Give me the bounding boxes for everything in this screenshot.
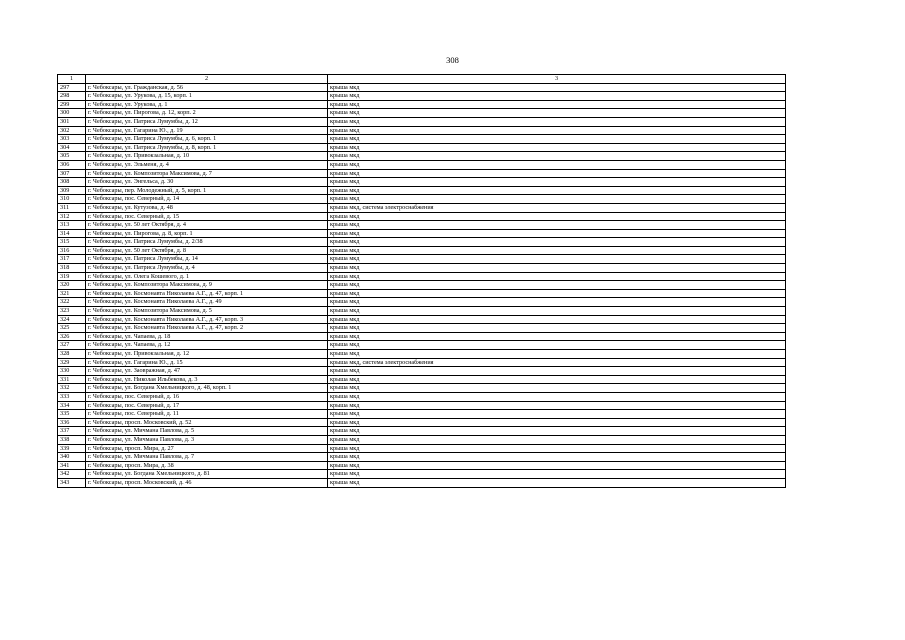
table-row — [58, 315, 786, 324]
table-row — [58, 246, 786, 255]
row-address: г. Чебоксары, ул. Космонавта Николаева А.Г., д. 47, корп. 2 — [86, 324, 328, 333]
row-address: г. Чебоксары, ул. Эльменя, д. 4 — [86, 160, 328, 169]
table-row — [58, 100, 786, 109]
table-row — [58, 152, 786, 161]
row-number: 316 — [58, 246, 86, 255]
row-address: г. Чебоксары, ул. Чапаева, д. 12 — [86, 341, 328, 350]
row-address: г. Чебоксары, ул. Гражданская, д. 56 — [86, 83, 328, 92]
table-row — [58, 341, 786, 350]
row-object: крыша мкд — [328, 289, 786, 298]
row-address: г. Чебоксары, ул. Олега Кошевого, д. 1 — [86, 272, 328, 281]
header-col-3: 3 — [328, 75, 786, 84]
row-object: крыша мкд — [328, 135, 786, 144]
row-object: крыша мкд — [328, 435, 786, 444]
row-object: крыша мкд — [328, 384, 786, 393]
row-address: г. Чебоксары, ул. Богдана Хмельницкого, д. 81 — [86, 470, 328, 479]
table-row — [58, 461, 786, 470]
table-row — [58, 169, 786, 178]
row-object: крыша мкд — [328, 195, 786, 204]
row-number: 343 — [58, 478, 86, 487]
row-address: г. Чебоксары, ул. Мичмана Павлова, д. 7 — [86, 453, 328, 462]
row-number: 326 — [58, 332, 86, 341]
row-object: крыша мкд — [328, 392, 786, 401]
row-object: крыша мкд — [328, 109, 786, 118]
table-row — [58, 186, 786, 195]
row-object: крыша мкд — [328, 341, 786, 350]
row-object: крыша мкд — [328, 264, 786, 273]
row-object: крыша мкд — [328, 169, 786, 178]
row-address: г. Чебоксары, ул. Заовражная, д. 47 — [86, 367, 328, 376]
row-number: 299 — [58, 100, 86, 109]
table-row — [58, 401, 786, 410]
row-address: г. Чебоксары, ул. Патриса Лумумбы, д. 6, корп. 1 — [86, 135, 328, 144]
table-row — [58, 358, 786, 367]
table-row — [58, 203, 786, 212]
row-address: г. Чебоксары, ул. Космонавта Николаева А.Г., д. 47, корп. 1 — [86, 289, 328, 298]
row-number: 338 — [58, 435, 86, 444]
table-row — [58, 392, 786, 401]
row-number: 301 — [58, 117, 86, 126]
table-row — [58, 453, 786, 462]
row-number: 322 — [58, 298, 86, 307]
table-row — [58, 109, 786, 118]
row-address: г. Чебоксары, ул. 50 лет Октября, д. 8 — [86, 246, 328, 255]
row-address: г. Чебоксары, просп. Московский, д. 46 — [86, 478, 328, 487]
row-number: 300 — [58, 109, 86, 118]
table-row — [58, 307, 786, 316]
row-address: г. Чебоксары, ул. Патриса Лумумбы, д. 4 — [86, 264, 328, 273]
table-row — [58, 135, 786, 144]
row-object: крыша мкд — [328, 418, 786, 427]
row-number: 337 — [58, 427, 86, 436]
row-number: 306 — [58, 160, 86, 169]
row-number: 342 — [58, 470, 86, 479]
row-number: 320 — [58, 281, 86, 290]
row-number: 341 — [58, 461, 86, 470]
row-address: г. Чебоксары, пос. Северный, д. 17 — [86, 401, 328, 410]
row-address: г. Чебоксары, пер. Молодежный, д. 5, корп. 1 — [86, 186, 328, 195]
row-object: крыша мкд — [328, 229, 786, 238]
row-address: г. Чебоксары, ул. Композитора Максимова, д. 5 — [86, 307, 328, 316]
row-number: 308 — [58, 178, 86, 187]
row-number: 311 — [58, 203, 86, 212]
row-object: крыша мкд — [328, 152, 786, 161]
row-address: г. Чебоксары, ул. Урукова, д. 1 — [86, 100, 328, 109]
row-number: 328 — [58, 350, 86, 359]
row-address: г. Чебоксары, ул. 50 лет Октября, д. 4 — [86, 221, 328, 230]
row-address: г. Чебоксары, ул. Урукова, д. 15, корп. 1 — [86, 92, 328, 101]
table-row — [58, 324, 786, 333]
table-row — [58, 332, 786, 341]
header-col-1: 1 — [58, 75, 86, 84]
row-object: крыша мкд — [328, 212, 786, 221]
row-number: 321 — [58, 289, 86, 298]
table-row — [58, 117, 786, 126]
row-address: г. Чебоксары, пос. Северный, д. 15 — [86, 212, 328, 221]
row-address: г. Чебоксары, ул. Пирогова, д. 8, корп. 1 — [86, 229, 328, 238]
table-row — [58, 255, 786, 264]
row-object: крыша мкд — [328, 178, 786, 187]
table-row — [58, 238, 786, 247]
table-row — [58, 143, 786, 152]
row-number: 298 — [58, 92, 86, 101]
row-number: 303 — [58, 135, 86, 144]
row-address: г. Чебоксары, ул. Привокзальная, д. 12 — [86, 350, 328, 359]
row-object: крыша мкд — [328, 367, 786, 376]
table-row — [58, 367, 786, 376]
row-object: крыша мкд — [328, 92, 786, 101]
table-row — [58, 478, 786, 487]
row-object: крыша мкд — [328, 444, 786, 453]
row-address: г. Чебоксары, ул. Космонавта Николаева А.Г., д. 49 — [86, 298, 328, 307]
table-row — [58, 126, 786, 135]
row-number: 317 — [58, 255, 86, 264]
row-number: 309 — [58, 186, 86, 195]
row-number: 336 — [58, 418, 86, 427]
row-object: крыша мкд — [328, 143, 786, 152]
table-row — [58, 350, 786, 359]
row-number: 329 — [58, 358, 86, 367]
row-address: г. Чебоксары, ул. Гагарина Ю., д. 19 — [86, 126, 328, 135]
table-row — [58, 435, 786, 444]
row-address: г. Чебоксары, ул. Мичмана Павлова, д. 5 — [86, 427, 328, 436]
row-number: 325 — [58, 324, 86, 333]
row-number: 297 — [58, 83, 86, 92]
row-object: крыша мкд — [328, 246, 786, 255]
row-number: 315 — [58, 238, 86, 247]
table-row — [58, 289, 786, 298]
row-object: крыша мкд — [328, 281, 786, 290]
row-address: г. Чебоксары, ул. Энгельса, д. 30 — [86, 178, 328, 187]
row-address: г. Чебоксары, просп. Мира, д. 27 — [86, 444, 328, 453]
row-object: крыша мкд — [328, 83, 786, 92]
table-header-row — [58, 75, 786, 84]
table-row — [58, 418, 786, 427]
row-object: крыша мкд — [328, 332, 786, 341]
row-object: крыша мкд — [328, 375, 786, 384]
table-row — [58, 92, 786, 101]
row-object: крыша мкд — [328, 100, 786, 109]
row-address: г. Чебоксары, ул. Патриса Лумумбы, д. 12 — [86, 117, 328, 126]
table-row — [58, 272, 786, 281]
row-object: крыша мкд, система электроснабжения — [328, 358, 786, 367]
table-row — [58, 444, 786, 453]
row-object: крыша мкд, система электроснабжения — [328, 203, 786, 212]
table-row — [58, 298, 786, 307]
row-object: крыша мкд — [328, 401, 786, 410]
row-number: 314 — [58, 229, 86, 238]
row-object: крыша мкд — [328, 117, 786, 126]
table-body — [58, 83, 786, 487]
table-row — [58, 221, 786, 230]
row-number: 339 — [58, 444, 86, 453]
row-number: 330 — [58, 367, 86, 376]
row-object: крыша мкд — [328, 272, 786, 281]
row-number: 305 — [58, 152, 86, 161]
row-address: г. Чебоксары, ул. Космонавта Николаева А.Г., д. 47, корп. 3 — [86, 315, 328, 324]
row-number: 312 — [58, 212, 86, 221]
table-row — [58, 195, 786, 204]
row-number: 304 — [58, 143, 86, 152]
row-address: г. Чебоксары, пос. Северный, д. 14 — [86, 195, 328, 204]
row-address: г. Чебоксары, просп. Московский, д. 52 — [86, 418, 328, 427]
row-number: 313 — [58, 221, 86, 230]
table-row — [58, 83, 786, 92]
row-object: крыша мкд — [328, 186, 786, 195]
page-number: 308 — [446, 55, 459, 65]
row-address: г. Чебоксары, пос. Северный, д. 11 — [86, 410, 328, 419]
row-address: г. Чебоксары, ул. Гагарина Ю., д. 15 — [86, 358, 328, 367]
row-object: крыша мкд — [328, 221, 786, 230]
row-object: крыша мкд — [328, 238, 786, 247]
row-address: г. Чебоксары, ул. Привокзальная, д. 10 — [86, 152, 328, 161]
table-row — [58, 212, 786, 221]
row-object: крыша мкд — [328, 478, 786, 487]
table-row — [58, 375, 786, 384]
row-address: г. Чебоксары, ул. Патриса Лумумбы, д. 14 — [86, 255, 328, 264]
row-address: г. Чебоксары, ул. Чапаева, д. 18 — [86, 332, 328, 341]
row-number: 340 — [58, 453, 86, 462]
row-address: г. Чебоксары, просп. Мира, д. 38 — [86, 461, 328, 470]
table-row — [58, 427, 786, 436]
row-address: г. Чебоксары, ул. Композитора Максимова, д. 9 — [86, 281, 328, 290]
header-col-2: 2 — [86, 75, 328, 84]
row-object: крыша мкд — [328, 307, 786, 316]
row-address: г. Чебоксары, ул. Мичмана Павлова, д. 3 — [86, 435, 328, 444]
row-number: 333 — [58, 392, 86, 401]
row-number: 332 — [58, 384, 86, 393]
row-object: крыша мкд — [328, 160, 786, 169]
row-object: крыша мкд — [328, 126, 786, 135]
row-number: 334 — [58, 401, 86, 410]
row-number: 302 — [58, 126, 86, 135]
row-object: крыша мкд — [328, 453, 786, 462]
row-address: г. Чебоксары, пос. Северный, д. 16 — [86, 392, 328, 401]
row-object: крыша мкд — [328, 298, 786, 307]
row-number: 307 — [58, 169, 86, 178]
row-number: 318 — [58, 264, 86, 273]
row-address: г. Чебоксары, ул. Кутузова, д. 48 — [86, 203, 328, 212]
row-number: 324 — [58, 315, 86, 324]
row-number: 323 — [58, 307, 86, 316]
table-row — [58, 160, 786, 169]
registry-table — [57, 74, 786, 488]
row-number: 327 — [58, 341, 86, 350]
row-object: крыша мкд — [328, 255, 786, 264]
row-address: г. Чебоксары, ул. Николая Ильбекова, д. 3 — [86, 375, 328, 384]
row-address: г. Чебоксары, ул. Композитора Максимова, д. 7 — [86, 169, 328, 178]
table-row — [58, 384, 786, 393]
row-object: крыша мкд — [328, 410, 786, 419]
row-number: 319 — [58, 272, 86, 281]
row-number: 331 — [58, 375, 86, 384]
table-row — [58, 264, 786, 273]
table-row — [58, 229, 786, 238]
row-object: крыша мкд — [328, 350, 786, 359]
row-object: крыша мкд — [328, 461, 786, 470]
row-object: крыша мкд — [328, 324, 786, 333]
table-row — [58, 281, 786, 290]
row-address: г. Чебоксары, ул. Пирогова, д. 12, корп. 2 — [86, 109, 328, 118]
row-object: крыша мкд — [328, 470, 786, 479]
row-number: 310 — [58, 195, 86, 204]
row-object: крыша мкд — [328, 315, 786, 324]
table-row — [58, 178, 786, 187]
row-address: г. Чебоксары, ул. Богдана Хмельницкого, д. 48, корп. 1 — [86, 384, 328, 393]
row-address: г. Чебоксары, ул. Патриса Лумумбы, д. 8, корп. 1 — [86, 143, 328, 152]
row-object: крыша мкд — [328, 427, 786, 436]
table-row — [58, 470, 786, 479]
row-number: 335 — [58, 410, 86, 419]
table-row — [58, 410, 786, 419]
row-address: г. Чебоксары, ул. Патриса Лумумбы, д. 2/38 — [86, 238, 328, 247]
